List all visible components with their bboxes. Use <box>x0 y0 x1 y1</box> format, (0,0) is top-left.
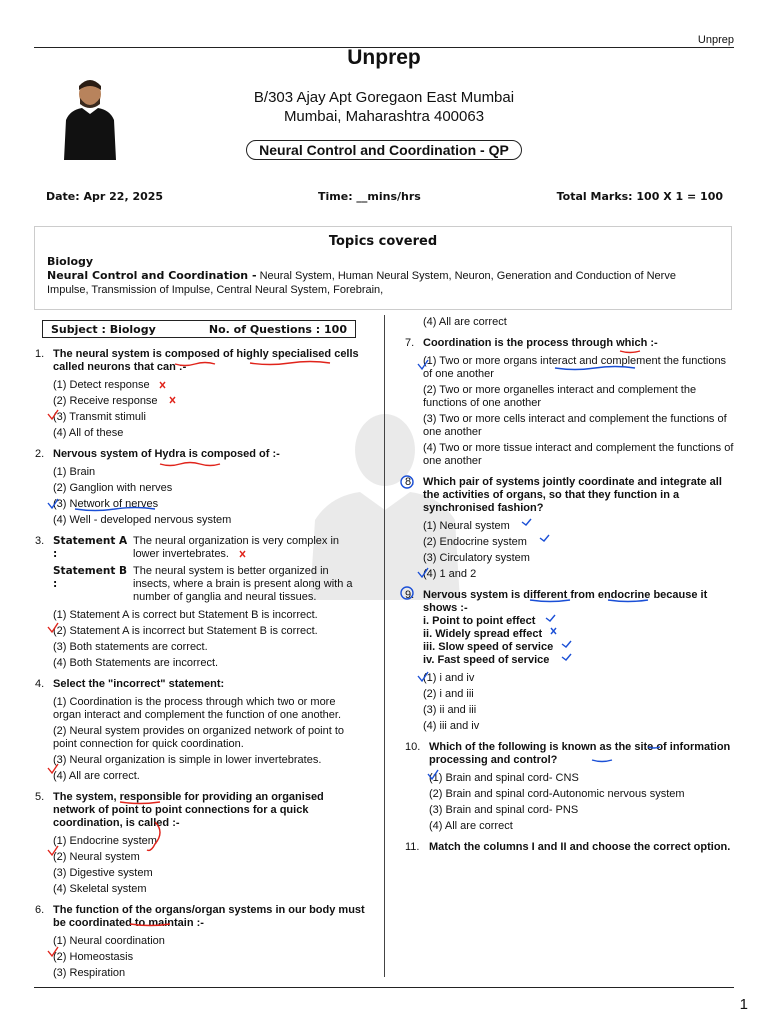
brand-label: Unprep <box>697 34 734 46</box>
option-list <box>423 355 738 468</box>
option-3: (3) Transmit stimuli <box>53 411 146 423</box>
time-label: Time: __mins/hrs <box>318 190 421 203</box>
question-9 <box>405 589 738 733</box>
option-list <box>53 696 365 783</box>
option-list <box>53 379 365 440</box>
option-4: (4) All are correct. <box>53 770 140 782</box>
question-text: The neural system is composed of highly specialised cells called neurons that can :- <box>53 348 359 373</box>
option-2: (2) Two or more organelles interact and complement the functions of one another <box>423 384 697 409</box>
option-2: (2) Ganglion with nerves <box>53 482 173 494</box>
page-title: Unprep <box>347 46 421 69</box>
page-number: 1 <box>739 996 748 1013</box>
option-2: (2) Endocrine system <box>423 536 527 548</box>
option-3: (3) ii and iii <box>423 704 477 716</box>
question-1 <box>35 348 365 440</box>
statement-a <box>53 535 365 561</box>
question-number: 5. <box>35 791 45 803</box>
question-text: The system, responsible for providing an organised network of point to point connections for a quick coordination, is called :- <box>53 791 324 829</box>
question-number: 11. <box>405 841 420 853</box>
question-text: Match the columns I and II and choose the correct option. <box>429 841 731 853</box>
option-3: (3) Neural organization is simple in lower invertebrates. <box>53 754 322 766</box>
option-3: (3) Digestive system <box>53 867 153 879</box>
option-list <box>53 935 365 980</box>
option-2: (2) Neural system <box>53 851 140 863</box>
question-4 <box>35 678 365 783</box>
option-2: (2) Statement A is incorrect but Statement B is correct. <box>53 625 318 637</box>
option-2: (2) Receive response <box>53 395 158 407</box>
question-text: Nervous system is different from endocrine because it shows :- <box>423 589 708 614</box>
question-11 <box>405 841 744 854</box>
question-count-label: No. of Questions : 100 <box>208 322 347 336</box>
question-number: 2. <box>35 448 45 460</box>
question-8 <box>405 476 738 581</box>
column-divider <box>384 315 385 977</box>
question-text: Select the "incorrect" statement: <box>53 678 225 690</box>
question-number: 4. <box>35 678 45 690</box>
option-4: (4) All are correct <box>429 820 513 832</box>
option-4: (4) 1 and 2 <box>423 568 477 580</box>
option-list <box>423 672 738 733</box>
subject-label: Subject : Biology <box>51 322 156 336</box>
question-10 <box>405 741 744 833</box>
option-1: (1) Detect response <box>53 379 150 391</box>
option-3: (3) Respiration <box>53 967 126 979</box>
option-1: (1) Neural system <box>423 520 510 532</box>
option-1: (1) Endocrine system <box>53 835 157 847</box>
date-label: Date: Apr 22, 2025 <box>46 190 164 203</box>
question-text: The function of the organs/organ systems in our body must be coordinated to maintain :- <box>53 904 365 929</box>
subline-1: i. Point to point effect <box>423 615 536 627</box>
question-number: 7. <box>405 337 415 349</box>
option-3: (3) Both statements are correct. <box>53 641 208 653</box>
question-7 <box>405 337 738 468</box>
statement-b-text: The neural system is better organized in insects, where a brain is present along with a number of ganglia and neural tissues. <box>133 565 353 603</box>
subline-2: ii. Widely spread effect <box>423 628 543 640</box>
paper-title-wrap <box>0 140 768 160</box>
option-list <box>53 466 365 527</box>
question-6-continued <box>423 316 738 329</box>
question-text: Which pair of systems jointly coordinate and integrate all the activities of organs, so that they function in a synchronised fashion? <box>423 476 722 514</box>
option-2: (2) Brain and spinal cord-Autonomic nervous system <box>429 788 685 800</box>
option-3: (3) Two or more cells interact and complement the functions of one another <box>423 413 727 438</box>
statement-a-label: Statement A : <box>53 535 128 560</box>
address-line-1: B/303 Ajay Apt Goregaon East Mumbai <box>253 89 515 106</box>
question-6 <box>35 904 365 980</box>
topics-box <box>34 226 732 310</box>
subline-4: iv. Fast speed of service <box>423 654 550 666</box>
option-4: (4) Both Statements are incorrect. <box>53 657 219 669</box>
bottom-rule <box>34 987 734 988</box>
option-4: (4) Well - developed nervous system <box>53 514 232 526</box>
question-text: Nervous system of Hydra is composed of :- <box>53 448 280 460</box>
topics-description <box>47 269 719 297</box>
option-2: (2) Neural system provides on organized network of point to point connection for quick coordination. <box>53 725 345 750</box>
question-number: 1. <box>35 348 45 360</box>
topics-subject: Biology <box>47 255 94 268</box>
paper-title: Neural Control and Coordination - QP <box>246 140 522 160</box>
option-4: (4) All are correct <box>423 316 507 328</box>
question-number: 8. <box>405 476 415 488</box>
topics-heading: Neural Control and Coordination - <box>47 269 257 282</box>
statement-a-text: The neural organization is very complex in lower invertebrates. <box>133 535 340 560</box>
question-number: 9. <box>405 589 415 601</box>
question-3 <box>35 535 365 670</box>
option-4: (4) iii and iv <box>423 720 480 732</box>
option-3: (3) Network of nerves <box>53 498 159 510</box>
address-line-2: Mumbai, Maharashtra 400063 <box>283 108 485 125</box>
statement-b-label: Statement B : <box>53 565 128 590</box>
option-list <box>53 609 365 670</box>
option-4: (4) Skeletal system <box>53 883 147 895</box>
option-list <box>53 835 365 896</box>
topics-list: Neural System, Human Neural System, Neuron, Generation and Conduction of Nerve Impulse, Transmission of Impulse, Central Neural System, Forebrain, <box>47 270 676 296</box>
option-1: (1) Brain <box>53 466 96 478</box>
question-2 <box>35 448 365 527</box>
option-list <box>429 772 744 833</box>
option-1: (1) Coordination is the process through which two or more organ interact and complement the function of one another. <box>53 696 342 721</box>
option-1: (1) Brain and spinal cord- CNS <box>429 772 579 784</box>
statement-b <box>53 565 365 604</box>
option-list <box>423 520 738 581</box>
option-3: (3) Circulatory system <box>423 552 530 564</box>
option-1: (1) Statement A is correct but Statement B is incorrect. <box>53 609 318 621</box>
question-text: Which of the following is known as the site of information processing and control? <box>429 741 731 766</box>
option-1: (1) Neural coordination <box>53 935 165 947</box>
subline-3: iii. Slow speed of service <box>423 641 554 653</box>
question-number: 3. <box>35 535 45 547</box>
subject-box <box>42 320 356 338</box>
question-5 <box>35 791 365 896</box>
option-1: (1) i and iv <box>423 672 475 684</box>
option-2: (2) i and iii <box>423 688 474 700</box>
address-block <box>0 88 768 126</box>
option-4: (4) Two or more tissue interact and complement the functions of one another <box>423 442 734 467</box>
left-column <box>35 348 365 983</box>
option-1: (1) Two or more organs interact and complement the functions of one another <box>423 355 727 380</box>
question-number: 6. <box>35 904 45 916</box>
option-2: (2) Homeostasis <box>53 951 134 963</box>
right-column <box>405 316 738 854</box>
option-4: (4) All of these <box>53 427 124 439</box>
total-marks-label: Total Marks: 100 X 1 = 100 <box>556 190 723 203</box>
option-3: (3) Brain and spinal cord- PNS <box>429 804 579 816</box>
topics-title: Topics covered <box>328 234 438 249</box>
question-text: Coordination is the process through which :- <box>423 337 658 349</box>
question-number: 10. <box>405 741 421 753</box>
